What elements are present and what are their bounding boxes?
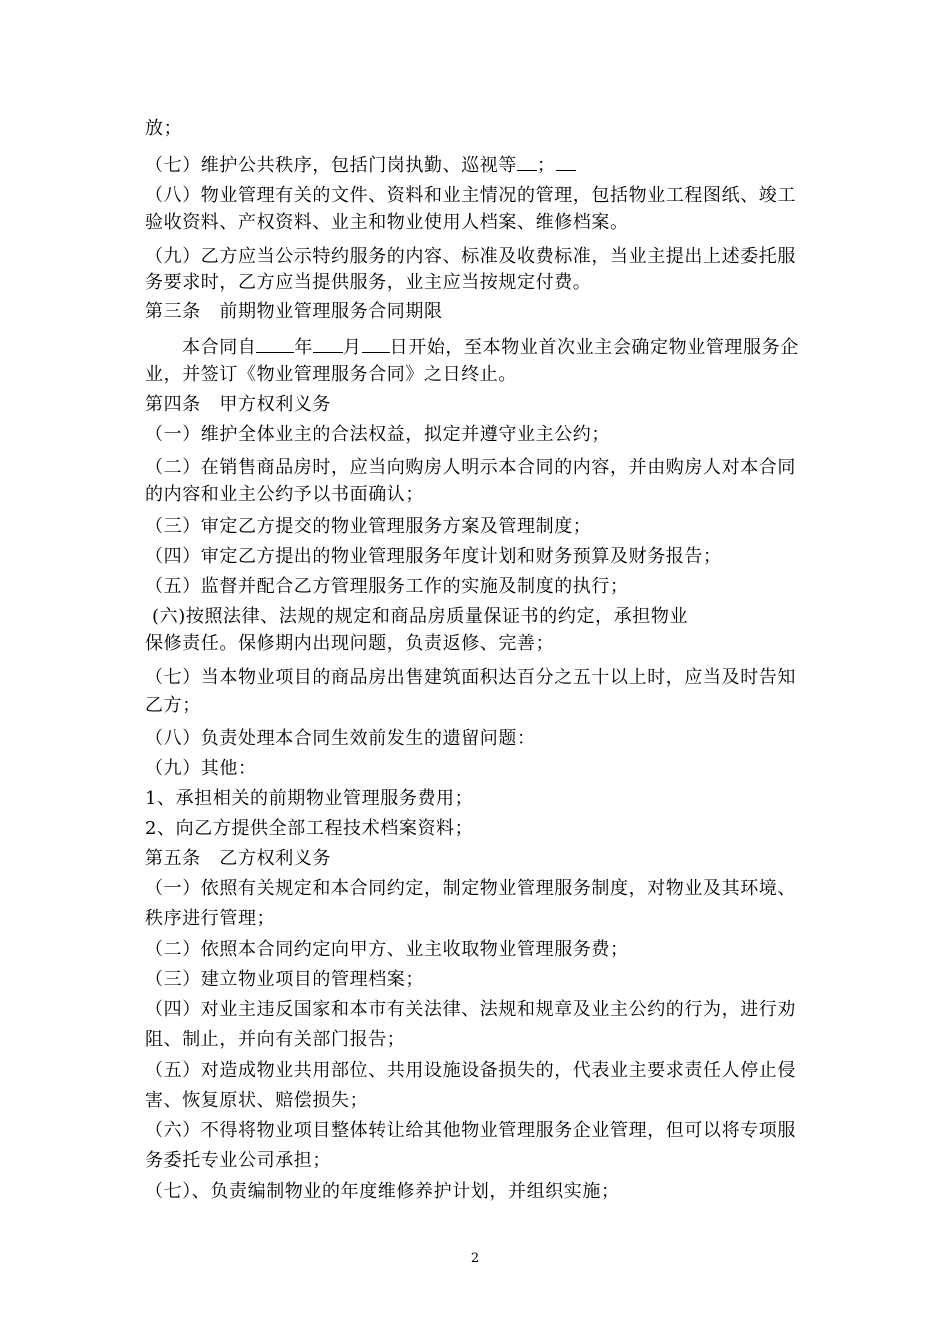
text-line: （三）建立物业项目的管理档案；: [145, 969, 424, 990]
text-line: （二）在销售商品房时，应当向购房人明示本合同的内容，并由购房人对本合同: [145, 457, 796, 478]
section-heading: 第三条 前期物业管理服务合同期限: [145, 301, 443, 322]
year-blank: [256, 334, 294, 353]
text-line: 验收资料、产权资料、业主和物业使用人档案、维修档案。: [145, 212, 629, 233]
text-line: (六)按照法律、法规的规定和商品房质量保证书的约定，承担物业: [152, 606, 689, 627]
text-line: （八）物业管理有关的文件、资料和业主情况的管理，包括物业工程图纸、竣工: [145, 185, 796, 206]
text-line: [182, 334, 852, 359]
text-line: 秩序进行管理；: [145, 908, 276, 929]
text-segment: （七）维护公共秩序，包括门岗执勤、巡视等: [145, 155, 517, 176]
text-line: 害、恢复原状、赔偿损失；: [145, 1090, 369, 1111]
fill-in-blank: [517, 152, 537, 171]
day-blank: [362, 334, 390, 353]
page-number: 2: [470, 1251, 480, 1266]
text-line: （一）维护全体业主的合法权益，拟定并遵守业主公约；: [145, 424, 610, 445]
section-heading: 第四条 甲方权利义务: [145, 394, 331, 415]
text-line: 放；: [145, 118, 183, 139]
text-line: （五）监督并配合乙方管理服务工作的实施及制度的执行；: [145, 576, 629, 597]
text-line: 务要求时，乙方应当提供服务，业主应当按规定付费。: [145, 272, 592, 293]
text-line: 1、承担相关的前期物业管理服务费用；: [145, 788, 474, 809]
text-line: [145, 152, 815, 177]
text-line: （四）审定乙方提出的物业管理服务年度计划和财务预算及财务报告；: [145, 546, 722, 567]
text-line: （八）负责处理本合同生效前发生的遗留问题：: [145, 728, 536, 749]
text-line: （九）其他：: [145, 758, 257, 779]
text-line: （三）审定乙方提交的物业管理服务方案及管理制度；: [145, 516, 592, 537]
text-line: （七）、负责编制物业的年度维修养护计划，并组织实施；: [145, 1181, 620, 1202]
text-segment: 月: [343, 337, 362, 358]
section-heading: 第五条 乙方权利义务: [145, 848, 331, 869]
text-line: （七）当本物业项目的商品房出售建筑面积达百分之五十以上时，应当及时告知: [145, 667, 796, 688]
text-line: （二）依照本合同约定向甲方、业主收取物业管理服务费；: [145, 939, 629, 960]
text-line: （九）乙方应当公示特约服务的内容、标准及收费标准，当业主提出上述委托服: [145, 246, 796, 267]
text-line: （一）依照有关规定和本合同约定，制定物业管理服务制度，对物业及其环境、: [145, 878, 796, 899]
text-line: 的内容和业主公约予以书面确认；: [145, 484, 424, 505]
text-line: 乙方；: [145, 695, 201, 716]
text-segment: 日开始，至本物业首次业主会确定物业管理服务企: [389, 337, 799, 358]
text-line: 保修责任。保修期内出现问题，负责返修、完善；: [145, 633, 555, 654]
text-line: 业，并签订《物业管理服务合同》之日终止。: [145, 364, 517, 385]
text-line: （四）对业主违反国家和本市有关法律、法规和规章及业主公约的行为，进行劝: [145, 999, 796, 1020]
text-line: 务委托专业公司承担；: [145, 1150, 331, 1171]
text-line: （六）不得将物业项目整体转让给其他物业管理服务企业管理，但可以将专项服: [145, 1120, 796, 1141]
text-segment: 本合同自: [182, 337, 257, 358]
fill-in-blank: [556, 152, 576, 171]
text-segment: ；: [537, 155, 556, 176]
text-segment: 年: [294, 337, 314, 358]
text-line: 阻、制止，并向有关部门报告；: [145, 1029, 406, 1050]
text-line: 2、向乙方提供全部工程技术档案资料；: [145, 818, 474, 839]
month-blank: [313, 334, 343, 353]
text-line: （五）对造成物业共用部位、共用设施设备损失的，代表业主要求责任人停止侵: [145, 1060, 796, 1081]
